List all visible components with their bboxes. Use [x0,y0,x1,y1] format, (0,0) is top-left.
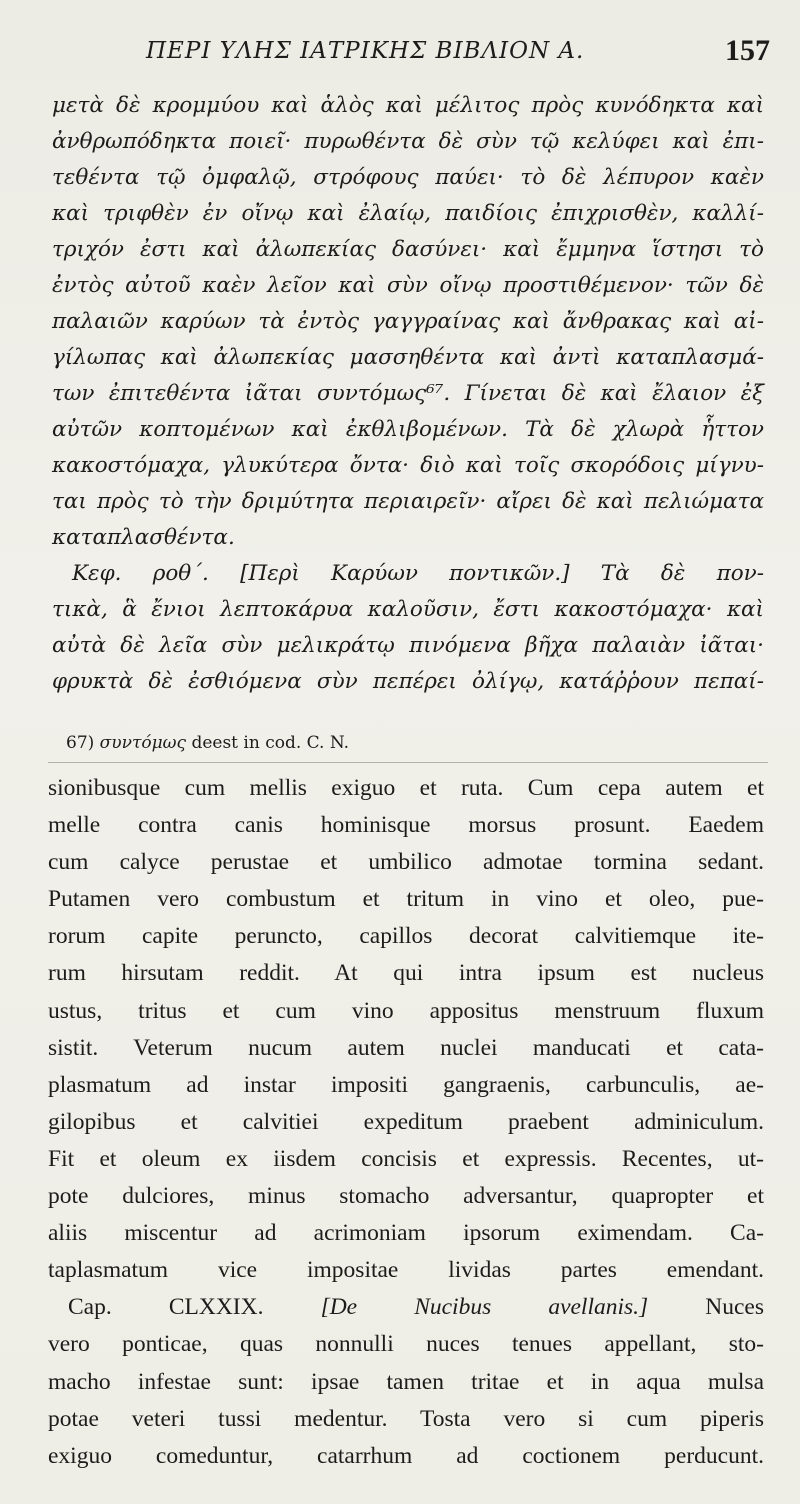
latin-line: sistit. Veterum nucum autem nuclei manducati et cata- [48,1034,764,1061]
latin-line: exiguo comeduntur, catarrhum ad coctionem perducunt. [48,1442,764,1469]
greek-chapter-heading-line [52,556,764,592]
latin-chapter-title: [De Nucibus avellanis.] [320,1294,649,1321]
latin-line: taplasmatum vice impositae lividas partes emendant. [48,1257,764,1284]
greek-text-block [52,88,764,700]
greek-line: καταπλασθέντα. [52,525,235,550]
running-title: ΠΕΡΙ ΥΛΗΣ ΙΑΤΡΙΚΗΣ ΒΙΒΛΙΟΝ Α. [146,38,585,64]
greek-line: καὶ τριφθὲν ἐν οἴνῳ καὶ ἐλαίῳ, παιδίοις ἐπιχρισθὲν, καλλί- [52,201,764,226]
greek-line: γίλωπας καὶ ἀλωπεκίας μασσηθέντα καὶ ἀντὶ καταπλασμά- [52,345,764,370]
latin-line: Fit et oleum ex iisdem concisis et expressis. Recentes, ut- [48,1145,764,1172]
section-divider [48,762,768,763]
latin-line: vero ponticae, quas nonnulli nuces tenues appellant, sto- [48,1331,764,1358]
greek-line: ἐντὸς αὐτοῦ καὲν λεῖον καὶ σὺν οἴνῳ προστιθέμενον· τῶν δὲ [52,273,764,298]
greek-line: ται πρὸς τὸ τὴν δριμύτητα περιαιρεῖν· αἴρει δὲ καὶ πελιώματα [52,489,764,514]
greek-chapter-label: Κεφ. ροθ΄. [72,561,209,586]
greek-line: αὐτὰ δὲ λεῖα σὺν μελικράτῳ πινόμενα βῆχα παλαιὰν ἰᾶται· [52,633,764,658]
latin-line: potae veteri tussi medentur. Tosta vero si cum piperis [48,1405,764,1432]
greek-line: μετὰ δὲ κρομμύου καὶ ἁλὸς καὶ μέλιτος πρὸς κυνόδηκτα καὶ [52,93,764,118]
latin-line: plasmatum ad instar impositi gangraenis, carbunculis, ae- [48,1071,764,1098]
greek-line: αὐτῶν κοπτομένων καὶ ἐκθλιβομένων. Τὰ δὲ χλωρὰ ἧττον [52,417,764,442]
page-header [40,34,770,86]
latin-line: ustus, tritus et cum vino appositus menstruum fluxum [48,997,764,1024]
latin-line: sionibusque cum mellis exiguo et ruta. Cum cepa autem et [48,775,764,801]
footnote-greek-word: συντόμως [99,733,187,753]
footnote-marker: 67) [66,733,95,753]
latin-line: Nuces [705,1294,765,1321]
footnote [66,733,349,753]
page-number: 157 [725,34,770,67]
latin-line: aliis miscentur ad acrimoniam ipsorum eximendam. Ca- [48,1220,764,1247]
latin-line: macho infestae sunt: ipsae tamen tritae et in aqua mulsa [48,1368,764,1395]
latin-chapter-label: Cap. CLXXIX. [68,1294,264,1321]
latin-line: rorum capite peruncto, capillos decorat calvitiemque ite- [48,923,764,950]
footnote-text: deest in cod. C. N. [191,733,350,753]
latin-text-block [48,770,764,1475]
latin-chapter-heading-line [48,1289,764,1326]
greek-chapter-title: [Περὶ Καρύων ποντικῶν.] [240,561,570,586]
latin-line: rum hirsutam reddit. At qui intra ipsum est nucleus [48,960,764,987]
latin-line: pote dulciores, minus stomacho adversantur, quapropter et [48,1183,764,1210]
greek-line: τικὰ, ἃ ἔνιοι λεπτοκάρυα καλοῦσιν, ἔστι κακοστόμαχα· καὶ [52,597,764,622]
greek-line: τεθέντα τῷ ὀμφαλῷ, στρόφους παύει· τὸ δὲ λέπυρον καὲν [52,165,764,190]
greek-line: τριχόν ἐστι καὶ ἀλωπεκίας δασύνει· καὶ ἔμμηνα ἵστησι τὸ [52,237,764,262]
latin-line: melle contra canis hominisque morsus prosunt. Eaedem [48,812,764,839]
latin-line: Putamen vero combustum et tritum in vino et oleo, pue- [48,886,764,913]
latin-line: cum calyce perustae et umbilico admotae tormina sedant. [48,849,764,876]
greek-line: φρυκτὰ δὲ ἐσθιόμενα σὺν πεπέρει ὀλίγῳ, κατάῤῥουν πεπαί- [52,669,764,694]
greek-line: των ἐπιτεθέντα ἰᾶται συντόμως⁶⁷. Γίνεται δὲ καὶ ἔλαιον ἐξ [52,381,764,406]
greek-line: ἀνθρωπόδηκτα ποιεῖ· πυρωθέντα δὲ σὺν τῷ κελύφει καὶ ἐπι- [52,129,764,154]
greek-line: παλαιῶν καρύων τὰ ἐντὸς γαγγραίνας καὶ ἄνθρακας καὶ αἰ- [52,309,764,334]
greek-line: Τὰ δὲ πον- [600,561,764,586]
greek-line: κακοστόμαχα, γλυκύτερα ὄντα· διὸ καὶ τοῖς σκορόδοις μίγνυ- [52,453,764,478]
latin-line: gilopibus et calvitiei expeditum praebent adminiculum. [48,1108,764,1135]
